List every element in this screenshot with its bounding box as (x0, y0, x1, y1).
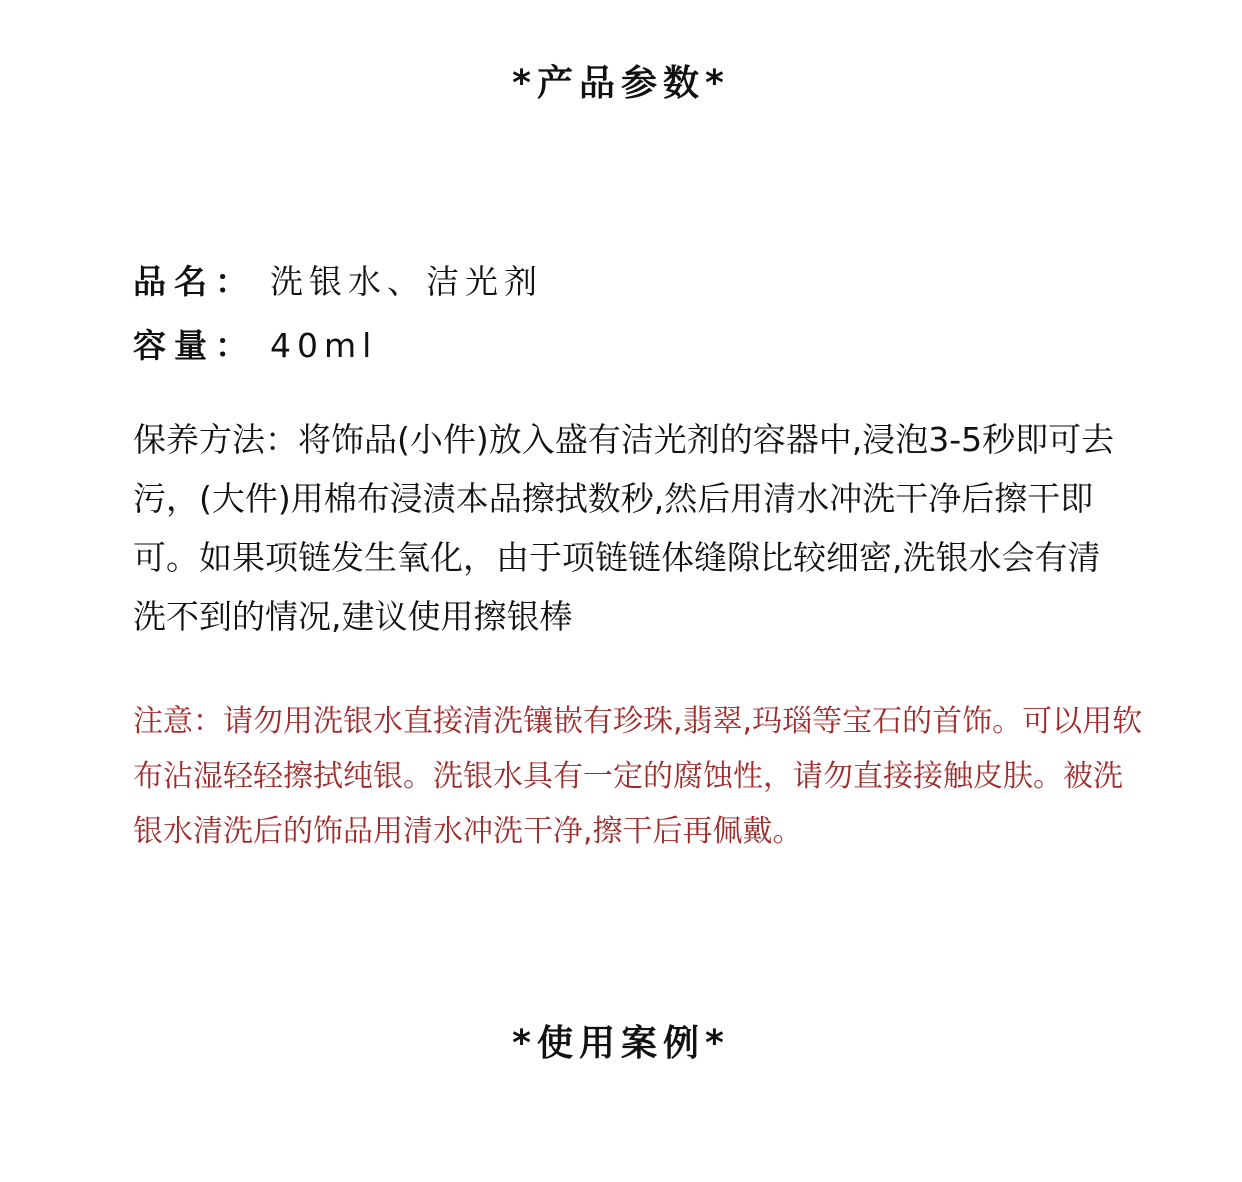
warning-paragraph (133, 694, 1143, 859)
spec-row-volume (133, 326, 377, 366)
care-method-paragraph (133, 410, 1133, 646)
care-method-label: 保养方法： (133, 420, 298, 459)
spec-value-volume: 40ml (270, 326, 378, 365)
warning-text: 请勿用洗银水直接清洗镶嵌有珍珠,翡翠,玛瑙等宝石的首饰。可以用软布沾湿轻轻擦拭纯银。洗银水具有一定的腐蚀性，请勿直接接触皮肤。被洗银水清洗后的饰品用清水冲洗干净,擦干后再佩戴。 (133, 704, 1143, 849)
spec-row-product-name (133, 262, 543, 302)
section-title-use-cases: *使用案例* (512, 1023, 730, 1064)
warning-label: 注意： (133, 704, 223, 739)
spec-label-volume: 容量： (133, 326, 256, 365)
care-method-text: 将饰品(小件)放入盛有洁光剂的容器中,浸泡3-5秒即可去污，(大件)用棉布浸渍本品擦拭数秒,然后用清水冲洗干净后擦干即可。如果项链发生氧化，由于项链链体缝隙比较细密,洗银水会有清洗不到的情况,建议使用擦银棒 (133, 420, 1115, 636)
spec-value-name: 洗银水、洁光剂 (270, 262, 543, 301)
section-title-product-params: *产品参数* (512, 63, 730, 104)
spec-label-name: 品名： (133, 262, 256, 301)
